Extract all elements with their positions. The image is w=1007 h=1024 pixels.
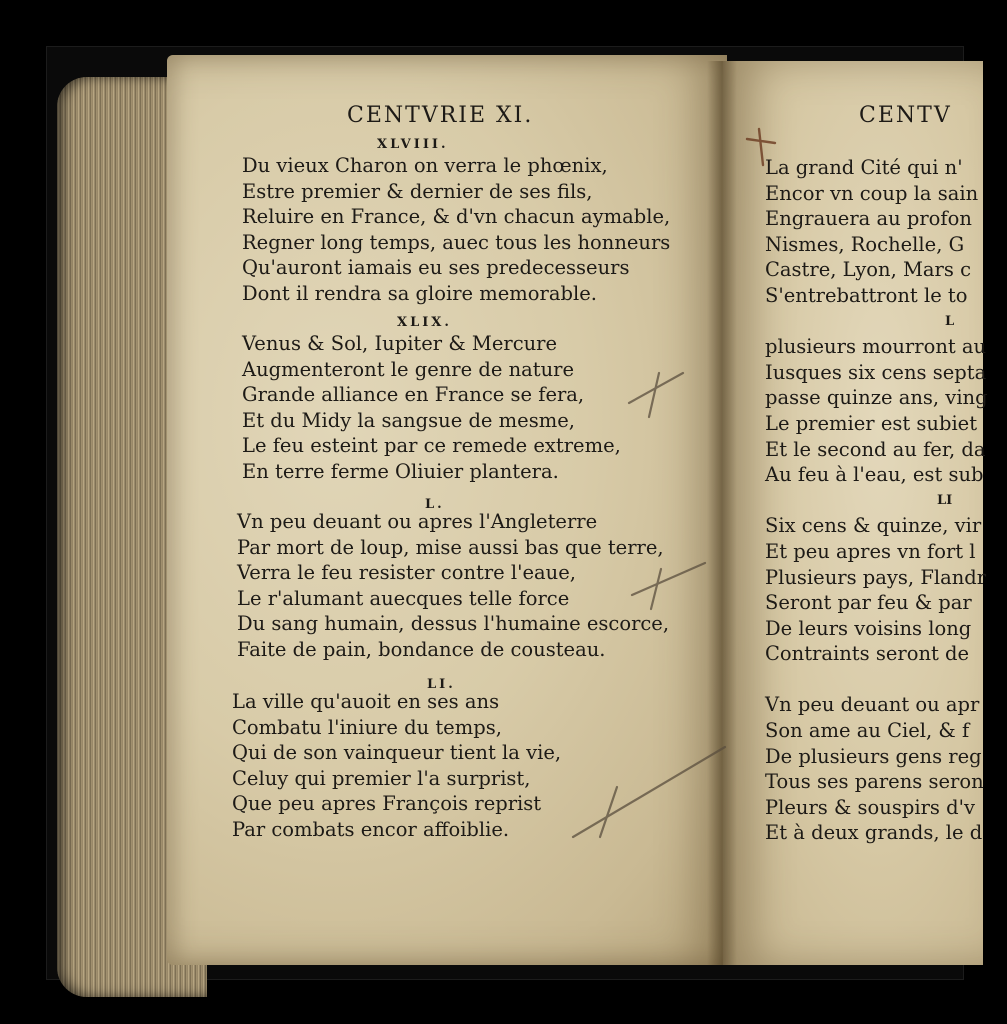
verse-line: Et du Midy la sangsue de mesme, — [242, 408, 575, 432]
verse-line: Regner long temps, auec tous les honneurs — [242, 230, 671, 254]
pencil-mark — [759, 129, 763, 165]
pencil-mark — [632, 563, 705, 595]
verse-line: Par combats encor affoiblie. — [232, 817, 510, 841]
verse-line: Iusques six cens septa — [765, 360, 987, 384]
verse-line: Le premier est subiet — [765, 411, 978, 435]
quatrain-number: LI. — [427, 677, 456, 692]
verse-line: Et le second au fer, da — [765, 437, 986, 461]
verse-line: S'entrebattront le to — [765, 283, 968, 307]
pencil-marks — [47, 47, 963, 979]
verse-line: Estre premier & dernier de ses fils, — [242, 179, 593, 203]
left-page-header: CENTVRIE XI. — [347, 103, 534, 128]
verse-line: Augmenteront le genre de nature — [242, 357, 575, 381]
verse-line: En terre ferme Oliuier plantera. — [242, 459, 559, 483]
verse-line: Contraints seront de — [765, 642, 970, 666]
verse-line: Dont il rendra sa gloire memorable. — [242, 281, 597, 305]
verse-line: De plusieurs gens reg — [765, 744, 982, 768]
verse-line: La grand Cité qui n' — [765, 156, 963, 179]
verse-line: Grande alliance en France se fera, — [242, 383, 585, 407]
verse-line: Six cens & quinze, vir — [765, 514, 982, 538]
verse-line: Au feu à l'eau, est sub — [765, 463, 984, 487]
verse-line: Le feu esteint par ce remede extreme, — [242, 434, 621, 458]
verse-line: Nismes, Rochelle, G — [765, 232, 965, 256]
verse-line: Celuy qui premier l'a surprist, — [232, 766, 531, 790]
book-photo — [46, 46, 988, 980]
verse-line: Pleurs & souspirs d'v — [765, 795, 975, 819]
verse-line: Verra le feu resister contre l'eaue, — [237, 561, 576, 585]
quatrain-number: L — [945, 313, 955, 329]
verse-line: Et peu apres vn fort l — [765, 539, 976, 563]
verse-line: Du vieux Charon on verra le phœnix, — [242, 154, 608, 177]
verse-line: passe quinze ans, ving — [765, 386, 988, 410]
right-page-header: CENTV — [859, 103, 952, 128]
verse-line: Le r'alumant auecques telle force — [237, 586, 570, 610]
quatrain-number: XLIX. — [397, 315, 452, 330]
verse-line: Et à deux grands, le d — [765, 821, 983, 845]
verse-line: Du sang humain, dessus l'humaine escorce, — [237, 612, 670, 636]
pencil-mark — [573, 747, 725, 837]
verse-line: Son ame au Ciel, & f — [765, 719, 970, 743]
quatrain-number: LI — [937, 492, 953, 508]
verse-line: Qu'auront iamais eu ses predecesseurs — [242, 256, 630, 280]
quatrain-number: L. — [425, 497, 445, 512]
verse-line: Qui de son vainqueur tient la vie, — [232, 741, 562, 765]
pencil-mark — [649, 373, 659, 417]
verse-line: Vn peu deuant ou apr — [765, 693, 980, 717]
verse-line: Venus & Sol, Iupiter & Mercure — [242, 332, 558, 355]
verse-line: Engrauera au profon — [765, 207, 972, 231]
verse-line: plusieurs mourront au — [765, 335, 987, 359]
verse-line: Tous ses parens seron — [765, 770, 984, 794]
pencil-mark — [651, 569, 661, 609]
verse-line: Combatu l'iniure du temps, — [232, 715, 502, 739]
verse-line: Faite de pain, bondance de cousteau. — [237, 637, 606, 661]
verse-line: Que peu apres François reprist — [232, 792, 542, 816]
verse-line: Reluire en France, & d'vn chacun aymable, — [242, 205, 671, 229]
quatrain-number: XLVIII. — [377, 137, 449, 152]
verse-line: Encor vn coup la sain — [765, 181, 979, 205]
pencil-mark — [629, 373, 683, 403]
verse-line: De leurs voisins long — [765, 616, 972, 640]
verse-line: La ville qu'auoit en ses ans — [232, 690, 500, 713]
verse-line: Par mort de loup, mise aussi bas que terre, — [237, 535, 664, 559]
verse-line: Seront par feu & par — [765, 591, 972, 615]
verse-line: Vn peu deuant ou apres l'Angleterre — [237, 510, 598, 533]
verse-line: Castre, Lyon, Mars c — [765, 258, 972, 282]
verse-line: Plusieurs pays, Flandr — [765, 565, 987, 589]
